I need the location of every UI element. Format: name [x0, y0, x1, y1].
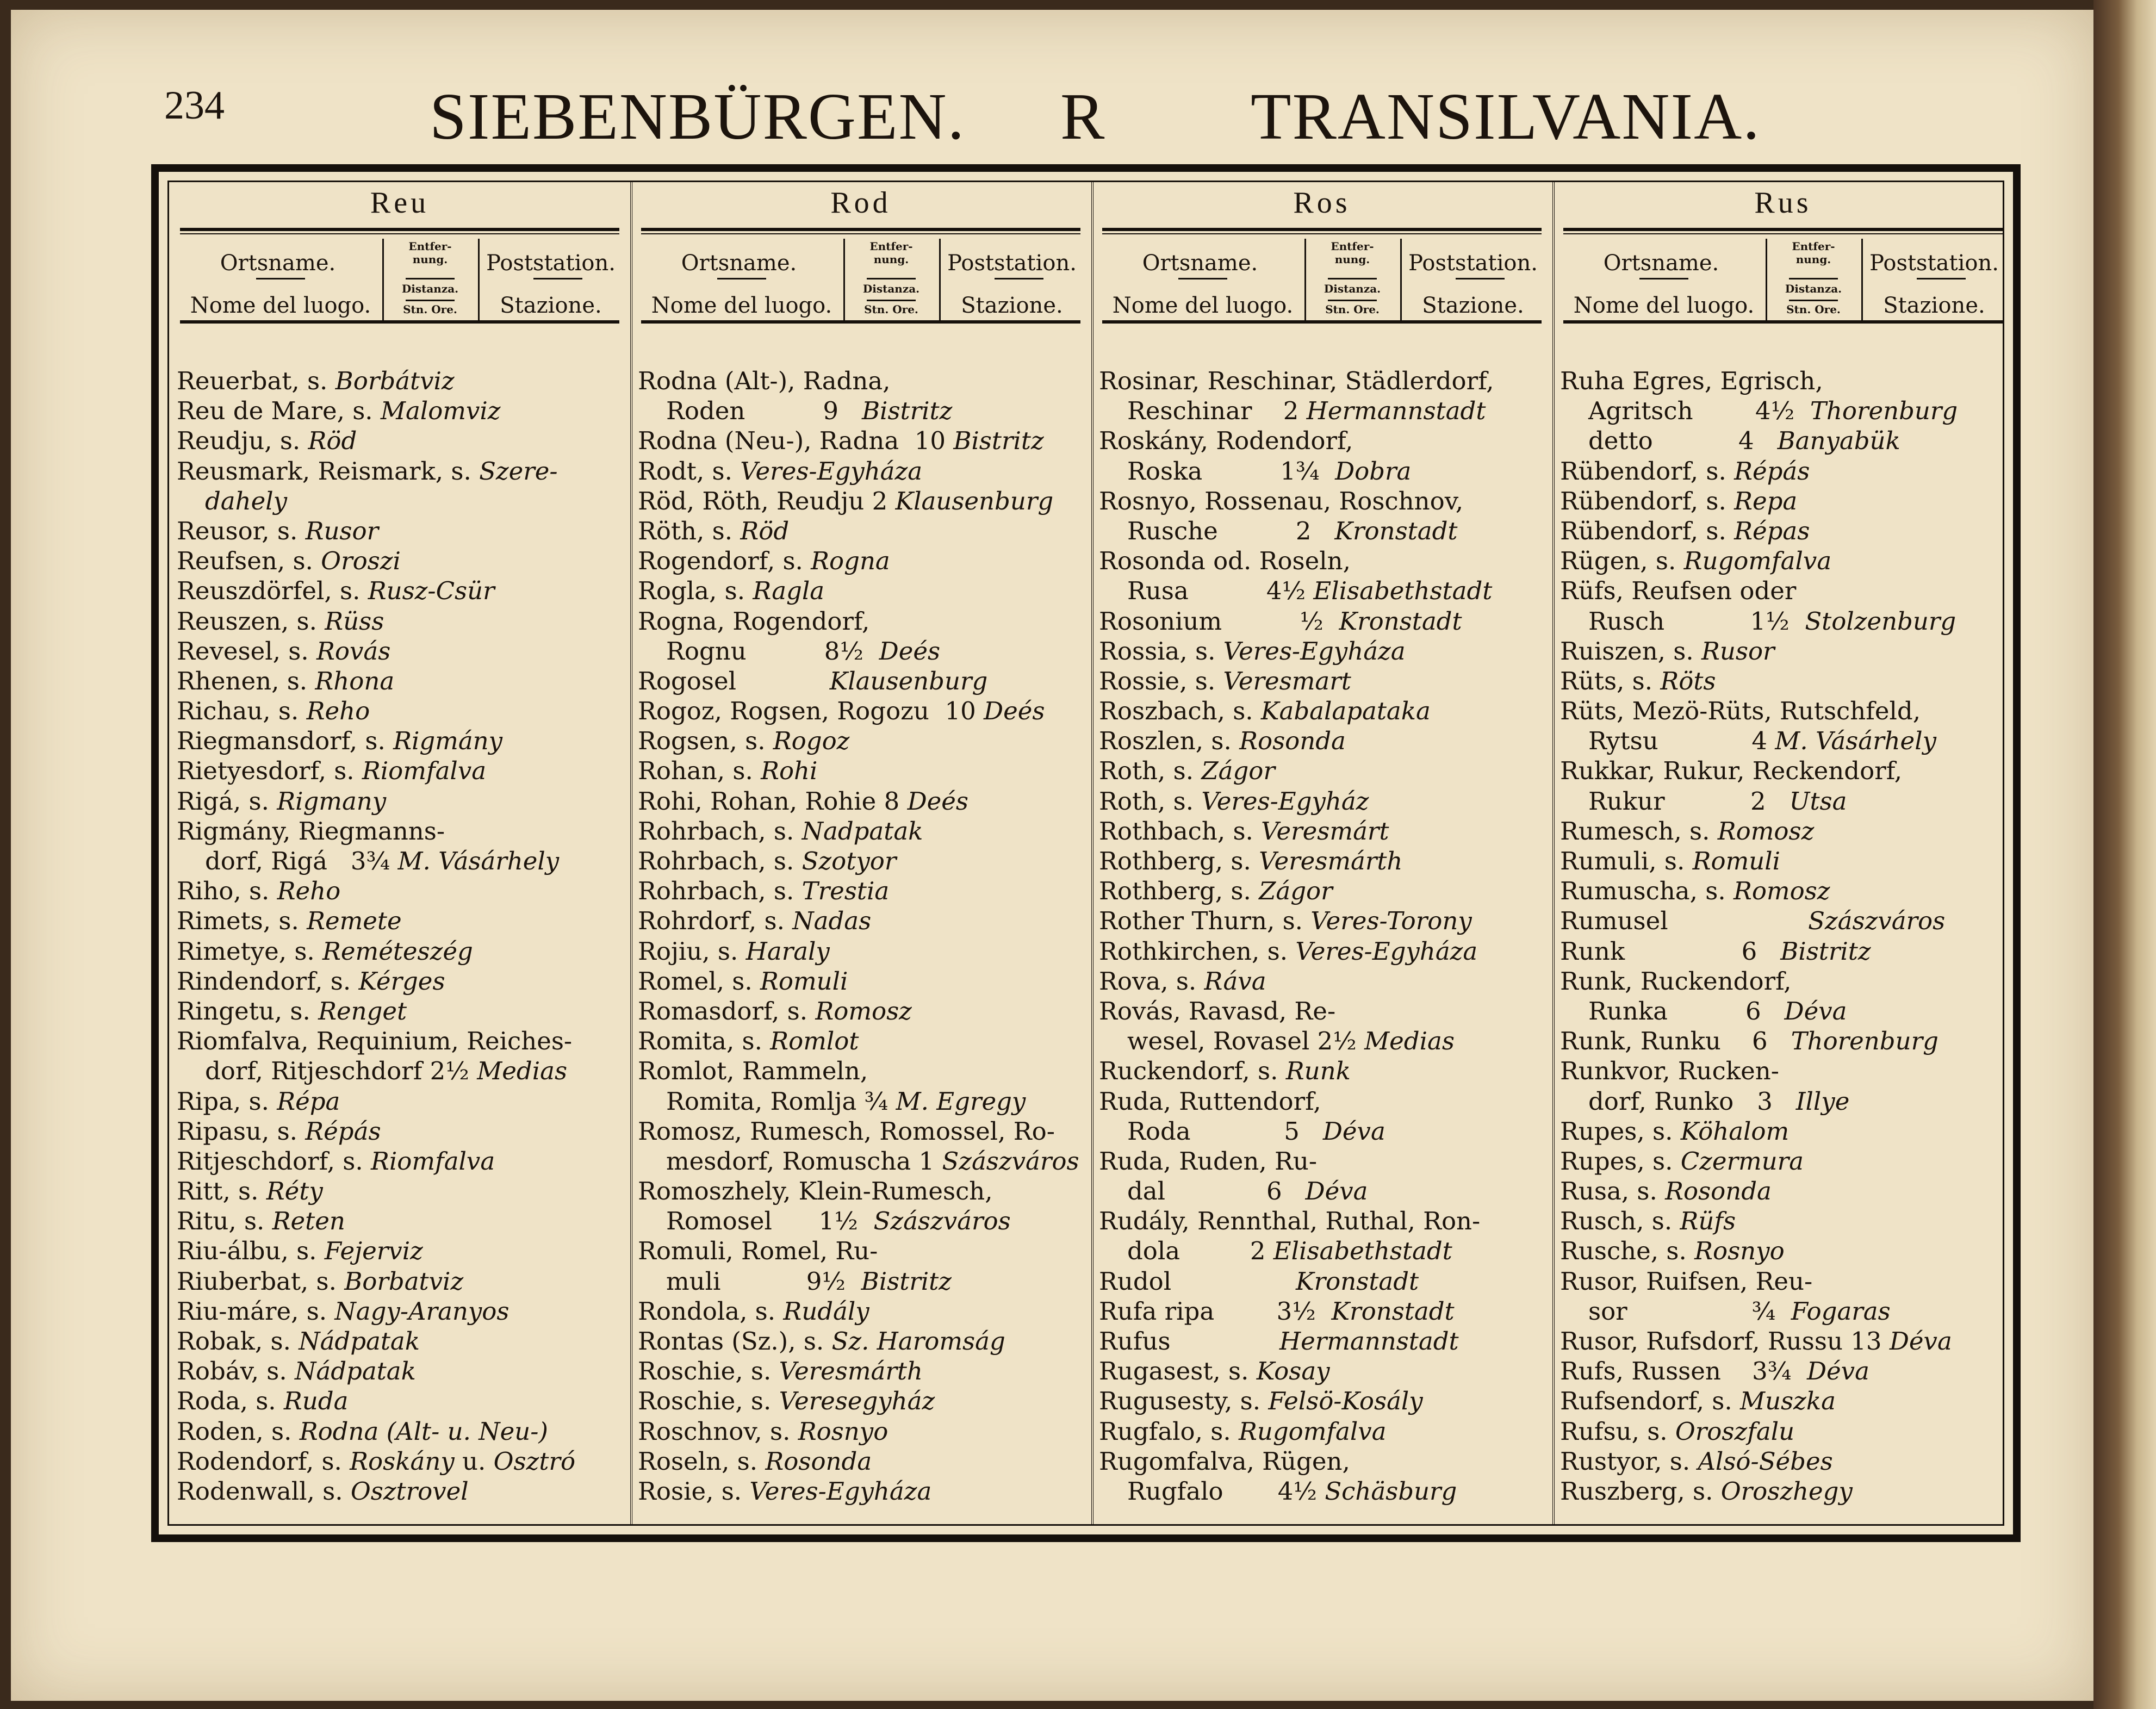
list-item: Agritsch 4½ Thorenburg — [1588, 396, 1958, 426]
list-item: Rodna (Neu-), Radna 10 Bistritz — [638, 426, 1044, 456]
list-item: Rustyor, s. Alsó-Sébes — [1560, 1446, 1833, 1476]
list-item: Rupes, s. Köhalom — [1560, 1116, 1790, 1146]
subheader-name-italian: Nome del luogo. — [190, 293, 371, 318]
column-rus — [1552, 182, 2014, 1524]
gazetteer-table — [151, 164, 2021, 1542]
list-item: Rosie, s. Veres-Egyháza — [638, 1476, 932, 1506]
list-item: Rüts, Mezö-Rüts, Rutschfeld, — [1560, 697, 1921, 726]
list-item: Runkvor, Rucken- — [1560, 1057, 1779, 1086]
list-item: Rognu 8½ Deés — [666, 636, 941, 666]
list-item: Rimets, s. Remete — [177, 906, 402, 936]
list-item: Rügen, s. Rugomfalva — [1560, 546, 1832, 576]
list-item: Roth, s. Veres-Egyház — [1099, 786, 1369, 816]
list-item: Roschie, s. Veresmárth — [638, 1357, 923, 1386]
list-item: Rugomfalva, Rügen, — [1099, 1446, 1350, 1476]
subheader-distance-unit: Stn. Ore. — [1786, 303, 1841, 316]
list-item: Roth, s. Zágor — [1099, 756, 1275, 786]
list-item: Rovás, Ravasd, Re- — [1099, 996, 1336, 1026]
list-item: Rosinar, Reschinar, Städlerdorf, — [1099, 366, 1494, 395]
list-item: Rosonium ½ Kronstadt — [1099, 606, 1462, 636]
list-item: Rodenwall, s. Osztrovel — [177, 1476, 469, 1506]
list-item: Rogendorf, s. Rogna — [638, 546, 890, 576]
list-item: Roden 9 Bistritz — [666, 396, 953, 426]
list-item: Rüts, s. Röts — [1560, 666, 1716, 695]
list-item: Roskány, Rodendorf, — [1099, 426, 1353, 456]
list-item: Reufsen, s. Oroszi — [177, 546, 401, 576]
list-item: Rohrbach, s. Szotyor — [638, 847, 897, 875]
list-item: mesdorf, Romuscha 1 Szászváros — [666, 1146, 1079, 1176]
list-item: dola 2 Elisabethstadt — [1127, 1236, 1452, 1266]
list-item: Ruiszen, s. Rusor — [1560, 636, 1775, 666]
book-gutter — [2093, 0, 2156, 1709]
list-item: Roska 1¾ Dobra — [1127, 456, 1412, 486]
subheader-rule — [1639, 278, 1688, 279]
list-item: Rusor, Ruifsen, Reu- — [1560, 1266, 1813, 1296]
column-rod — [630, 182, 1091, 1524]
list-item: Rogoz, Rogsen, Rogozu 10 Deés — [638, 697, 1045, 726]
list-item: Rondola, s. Rudály — [638, 1296, 869, 1326]
subheader-rule — [1789, 278, 1838, 279]
list-item: Rhenen, s. Rhona — [177, 666, 395, 695]
list-item: Röth, s. Röd — [638, 516, 790, 545]
subheader-post-german: Poststation. — [947, 251, 1077, 276]
subheader-post-italian: Stazione. — [1883, 293, 1985, 318]
subheader-name-german: Ortsname. — [1142, 251, 1258, 276]
subheader-divider — [1766, 239, 1767, 320]
list-item: Rumuscha, s. Romosz — [1560, 877, 1830, 906]
list-item: Rimetye, s. Reméteszég — [177, 936, 473, 966]
column-subheader — [641, 239, 1080, 324]
list-item: Reu de Mare, s. Malomviz — [177, 396, 501, 426]
rule — [641, 228, 1080, 231]
list-item: Rusa, s. Rosonda — [1560, 1177, 1772, 1206]
list-item: Ruda, Ruden, Ru- — [1099, 1146, 1318, 1176]
list-item: Rudol Kronstadt — [1099, 1266, 1419, 1296]
list-item: Robáv, s. Nádpatak — [177, 1357, 416, 1386]
subheader-rule — [1178, 278, 1227, 279]
list-item: Rusche, s. Rosnyo — [1560, 1236, 1785, 1266]
list-item: Rugusesty, s. Felsö-Kosály — [1099, 1387, 1423, 1416]
column-heading: Reu — [370, 186, 430, 220]
rule — [1102, 228, 1542, 231]
list-item: dal 6 Déva — [1127, 1177, 1368, 1206]
list-item: Roszbach, s. Kabalapataka — [1099, 697, 1431, 726]
subheader-rule — [995, 278, 1043, 279]
subheader-divider — [1400, 239, 1402, 320]
list-item: Roszlen, s. Rosonda — [1099, 726, 1346, 756]
list-item: Richau, s. Reho — [177, 697, 370, 726]
list-item: Reuszen, s. Rüss — [177, 606, 384, 636]
list-item: sor ¾ Fogaras — [1588, 1296, 1891, 1326]
subheader-distance-unit: Stn. Ore. — [864, 303, 918, 316]
list-item: Rusa 4½ Elisabethstadt — [1127, 576, 1493, 606]
list-item: Runk 6 Bistritz — [1560, 936, 1871, 966]
list-item: Riomfalva, Requinium, Reiches- — [177, 1027, 573, 1056]
entry-list — [638, 366, 1088, 1506]
list-item: Ripa, s. Répa — [177, 1086, 340, 1116]
list-item: Rothberg, s. Zágor — [1099, 877, 1333, 906]
list-item: Rogosel Klausenburg — [638, 666, 988, 695]
list-item: Robak, s. Nádpatak — [177, 1327, 420, 1356]
list-item: dorf, Rigá 3¾ M. Vásárhely — [205, 847, 560, 875]
entry-list — [177, 366, 627, 1506]
rule — [180, 233, 619, 234]
subheader-distance-italian: Distanza. — [401, 282, 459, 295]
list-item: Rüfs, Reufsen oder — [1560, 576, 1797, 606]
subheader-rule — [717, 278, 766, 279]
list-item: Rogla, s. Ragla — [638, 576, 825, 606]
list-item: detto 4 Banyabük — [1588, 426, 1900, 456]
list-item: Rugfalo, s. Rugomfalva — [1099, 1416, 1387, 1446]
list-item: Runk, Runku 6 Thorenburg — [1560, 1027, 1938, 1056]
subheader-name-italian: Nome del luogo. — [1112, 293, 1294, 318]
list-item: Rosonda od. Roseln, — [1099, 546, 1351, 576]
list-item: Riegmansdorf, s. Rigmány — [177, 726, 503, 756]
list-item: dahely — [205, 486, 288, 515]
list-item: Rudály, Rennthal, Ruthal, Ron- — [1099, 1207, 1481, 1236]
subheader-distance-italian: Distanza. — [1324, 282, 1381, 295]
list-item: Rogna, Rogendorf, — [638, 606, 870, 636]
entry-list — [1099, 366, 1549, 1506]
subheader-divider — [1861, 239, 1863, 320]
list-item: Rufus Hermannstadt — [1099, 1327, 1459, 1356]
subheader-rule — [867, 300, 916, 301]
list-item: Rufsendorf, s. Muszka — [1560, 1387, 1836, 1416]
subheader-distance-german: Entfer- nung. — [1792, 240, 1835, 266]
list-item: Rothkirchen, s. Veres-Egyháza — [1099, 936, 1478, 966]
subheader-distance-italian: Distanza. — [1785, 282, 1842, 295]
column-subheader — [180, 239, 619, 324]
list-item: Rossie, s. Veresmart — [1099, 666, 1351, 695]
list-item: Runka 6 Déva — [1588, 996, 1847, 1026]
list-item: Romlot, Rammeln, — [638, 1057, 868, 1086]
list-item: Rohi, Rohan, Rohie 8 Deés — [638, 786, 968, 816]
subheader-name-german: Ortsname. — [220, 251, 336, 276]
list-item: Rosnyo, Rossenau, Roschnov, — [1099, 486, 1464, 515]
list-item: Rietyesdorf, s. Riomfalva — [177, 756, 487, 786]
list-item: Roda, s. Ruda — [177, 1387, 349, 1416]
subheader-distance-german: Entfer- nung. — [1331, 240, 1374, 266]
list-item: Rojiu, s. Haraly — [638, 936, 830, 966]
list-item: Rufsu, s. Oroszfalu — [1560, 1416, 1795, 1446]
list-item: Rusch 1½ Stolzenburg — [1588, 606, 1956, 636]
subheader-rule — [1789, 300, 1838, 301]
subheader-distance-german: Entfer- nung. — [869, 240, 913, 266]
list-item: Rumuli, s. Romuli — [1560, 847, 1781, 875]
list-item: Rugfalo 4½ Schäsburg — [1127, 1476, 1457, 1506]
list-item: Roschnov, s. Rosnyo — [638, 1416, 889, 1446]
list-item: Reschinar 2 Hermannstadt — [1127, 396, 1486, 426]
subheader-rule — [533, 278, 582, 279]
subheader-post-german: Poststation. — [486, 251, 616, 276]
list-item: Revesel, s. Rovás — [177, 636, 391, 666]
list-item: Rusch, s. Rüfs — [1560, 1207, 1736, 1236]
rule — [641, 233, 1080, 234]
list-item: Romita, Romlja ¾ M. Egregy — [666, 1086, 1026, 1116]
list-item: Rodna (Alt-), Radna, — [638, 366, 891, 395]
title-letter: R — [1060, 80, 1106, 153]
list-item: Rusor, Rufsdorf, Russu 13 Déva — [1560, 1327, 1952, 1356]
list-item: Rothberg, s. Veresmárth — [1099, 847, 1403, 875]
list-item: Rukur 2 Utsa — [1588, 786, 1847, 816]
list-item: Romasdorf, s. Romosz — [638, 996, 912, 1026]
column-reu — [169, 182, 630, 1524]
subheader-rule — [1328, 278, 1377, 279]
list-item: Rodendorf, s. Roskány u. Osztró — [177, 1446, 576, 1476]
list-item: Rohrbach, s. Nadpatak — [638, 816, 923, 846]
list-item: Rontas (Sz.), s. Sz. Haromság — [638, 1327, 1005, 1356]
list-item: Ritu, s. Reten — [177, 1207, 345, 1236]
list-item: Rukkar, Rukur, Reckendorf, — [1560, 756, 1903, 786]
list-item: Rugasest, s. Kosay — [1099, 1357, 1330, 1386]
list-item: Ruda, Ruttendorf, — [1099, 1086, 1321, 1116]
list-item: wesel, Rovasel 2½ Medias — [1127, 1027, 1455, 1056]
rule — [1563, 233, 2003, 234]
list-item: Ritt, s. Réty — [177, 1177, 323, 1206]
subheader-divider — [382, 239, 384, 320]
title-german: SIEBENBÜRGEN. — [430, 80, 966, 153]
list-item: Rübendorf, s. Repa — [1560, 486, 1798, 515]
list-item: Rohrdorf, s. Nadas — [638, 906, 872, 936]
subheader-name-italian: Nome del luogo. — [1573, 293, 1755, 318]
list-item: Rytsu 4 M. Vásárhely — [1588, 726, 1937, 756]
subheader-divider — [939, 239, 941, 320]
subheader-divider — [843, 239, 845, 320]
list-item: Reudju, s. Röd — [177, 426, 357, 456]
subheader-distance-german: Entfer- nung. — [408, 240, 452, 266]
subheader-rule — [867, 278, 916, 279]
subheader-name-german: Ortsname. — [1603, 251, 1719, 276]
list-item: Riuberbat, s. Borbatviz — [177, 1266, 464, 1296]
list-item: Ritjeschdorf, s. Riomfalva — [177, 1146, 495, 1176]
list-item: Ruckendorf, s. Runk — [1099, 1057, 1351, 1086]
list-item: Roden, s. Rodna (Alt- u. Neu-) — [177, 1416, 548, 1446]
column-heading: Ros — [1293, 186, 1351, 220]
list-item: Reuerbat, s. Borbátviz — [177, 366, 455, 395]
list-item: Romosz, Rumesch, Romossel, Ro- — [638, 1116, 1055, 1146]
list-item: Rupes, s. Czermura — [1560, 1146, 1804, 1176]
list-item: Ruha Egres, Egrisch, — [1560, 366, 1823, 395]
list-item: Roda 5 Déva — [1127, 1116, 1385, 1146]
column-heading: Rod — [830, 186, 891, 220]
list-item: Röd, Röth, Reudju 2 Klausenburg — [638, 486, 1054, 515]
column-heading: Rus — [1754, 186, 1812, 220]
subheader-post-italian: Stazione. — [1422, 293, 1524, 318]
subheader-post-italian: Stazione. — [961, 293, 1063, 318]
list-item: Rusche 2 Kronstadt — [1127, 516, 1458, 545]
list-item: Rufs, Russen 3¾ Déva — [1560, 1357, 1869, 1386]
subheader-post-italian: Stazione. — [500, 293, 602, 318]
list-item: Reuszdörfel, s. Rusz-Csür — [177, 576, 495, 606]
page-number: 234 — [164, 83, 225, 128]
list-item: muli 9½ Bistritz — [666, 1266, 952, 1296]
subheader-distance-italian: Distanza. — [862, 282, 920, 295]
list-item: Rübendorf, s. Répás — [1560, 456, 1810, 486]
list-item: Rumusel Szászváros — [1560, 906, 1946, 936]
subheader-name-italian: Nome del luogo. — [651, 293, 832, 318]
list-item: Romel, s. Romuli — [638, 966, 848, 996]
list-item: Romuli, Romel, Ru- — [638, 1236, 878, 1266]
list-item: Reusor, s. Rusor — [177, 516, 379, 545]
subheader-distance-unit: Stn. Ore. — [1325, 303, 1380, 316]
list-item: Rother Thurn, s. Veres-Torony — [1099, 906, 1472, 936]
list-item: Rothbach, s. Veresmárt — [1099, 816, 1389, 846]
table-inner-border — [167, 181, 2004, 1526]
list-item: Romita, s. Romlot — [638, 1027, 859, 1056]
subheader-name-german: Ortsname. — [681, 251, 797, 276]
title-italian: TRANSILVANIA. — [1251, 80, 1761, 153]
subheader-rule — [406, 300, 455, 301]
list-item: Rigá, s. Rigmany — [177, 786, 387, 816]
list-item: Romoszhely, Klein-Rumesch, — [638, 1177, 993, 1206]
list-item: Reusmark, Reismark, s. Szere- — [177, 456, 558, 486]
entry-list — [1560, 366, 2010, 1506]
list-item: Rossia, s. Veres-Egyháza — [1099, 636, 1406, 666]
list-item: Riu-máre, s. Nagy-Aranyos — [177, 1296, 510, 1326]
subheader-rule — [1917, 278, 1966, 279]
list-item: dorf, Runko 3 Illye — [1588, 1086, 1850, 1116]
list-item: Rogsen, s. Rogoz — [638, 726, 850, 756]
list-item: Rigmány, Riegmanns- — [177, 816, 445, 846]
list-item: Runk, Ruckendorf, — [1560, 966, 1792, 996]
column-subheader — [1102, 239, 1542, 324]
subheader-divider — [478, 239, 480, 320]
subheader-divider — [1304, 239, 1306, 320]
list-item: Rohan, s. Rohi — [638, 756, 818, 786]
subheader-rule — [256, 278, 305, 279]
list-item: Rindendorf, s. Kérges — [177, 966, 445, 996]
list-item: Ringetu, s. Renget — [177, 996, 407, 1026]
list-item: Rohrbach, s. Trestia — [638, 877, 890, 906]
subheader-distance-unit: Stn. Ore. — [403, 303, 457, 316]
rule — [1563, 228, 2003, 231]
list-item: Ruszberg, s. Oroszhegy — [1560, 1476, 1853, 1506]
list-item: Rova, s. Ráva — [1099, 966, 1266, 996]
list-item: Ripasu, s. Répás — [177, 1116, 381, 1146]
subheader-rule — [406, 278, 455, 279]
list-item: Romosel 1½ Szászváros — [666, 1207, 1011, 1236]
subheader-post-german: Poststation. — [1869, 251, 1999, 276]
rule — [180, 228, 619, 231]
rule — [1102, 233, 1542, 234]
list-item: Riu-álbu, s. Fejerviz — [177, 1236, 423, 1266]
list-item: Roschie, s. Veresegyház — [638, 1387, 935, 1416]
list-item: dorf, Ritjeschdorf 2½ Medias — [205, 1057, 568, 1086]
list-item: Rodt, s. Veres-Egyháza — [638, 456, 923, 486]
column-subheader — [1563, 239, 2003, 324]
list-item: Roseln, s. Rosonda — [638, 1446, 872, 1476]
list-item: Riho, s. Reho — [177, 877, 341, 906]
list-item: Rübendorf, s. Répas — [1560, 516, 1810, 545]
subheader-post-german: Poststation. — [1408, 251, 1538, 276]
subheader-rule — [1456, 278, 1505, 279]
list-item: Rufa ripa 3½ Kronstadt — [1099, 1296, 1455, 1326]
list-item: Rumesch, s. Romosz — [1560, 816, 1815, 846]
subheader-rule — [1328, 300, 1377, 301]
column-ros — [1091, 182, 1552, 1524]
